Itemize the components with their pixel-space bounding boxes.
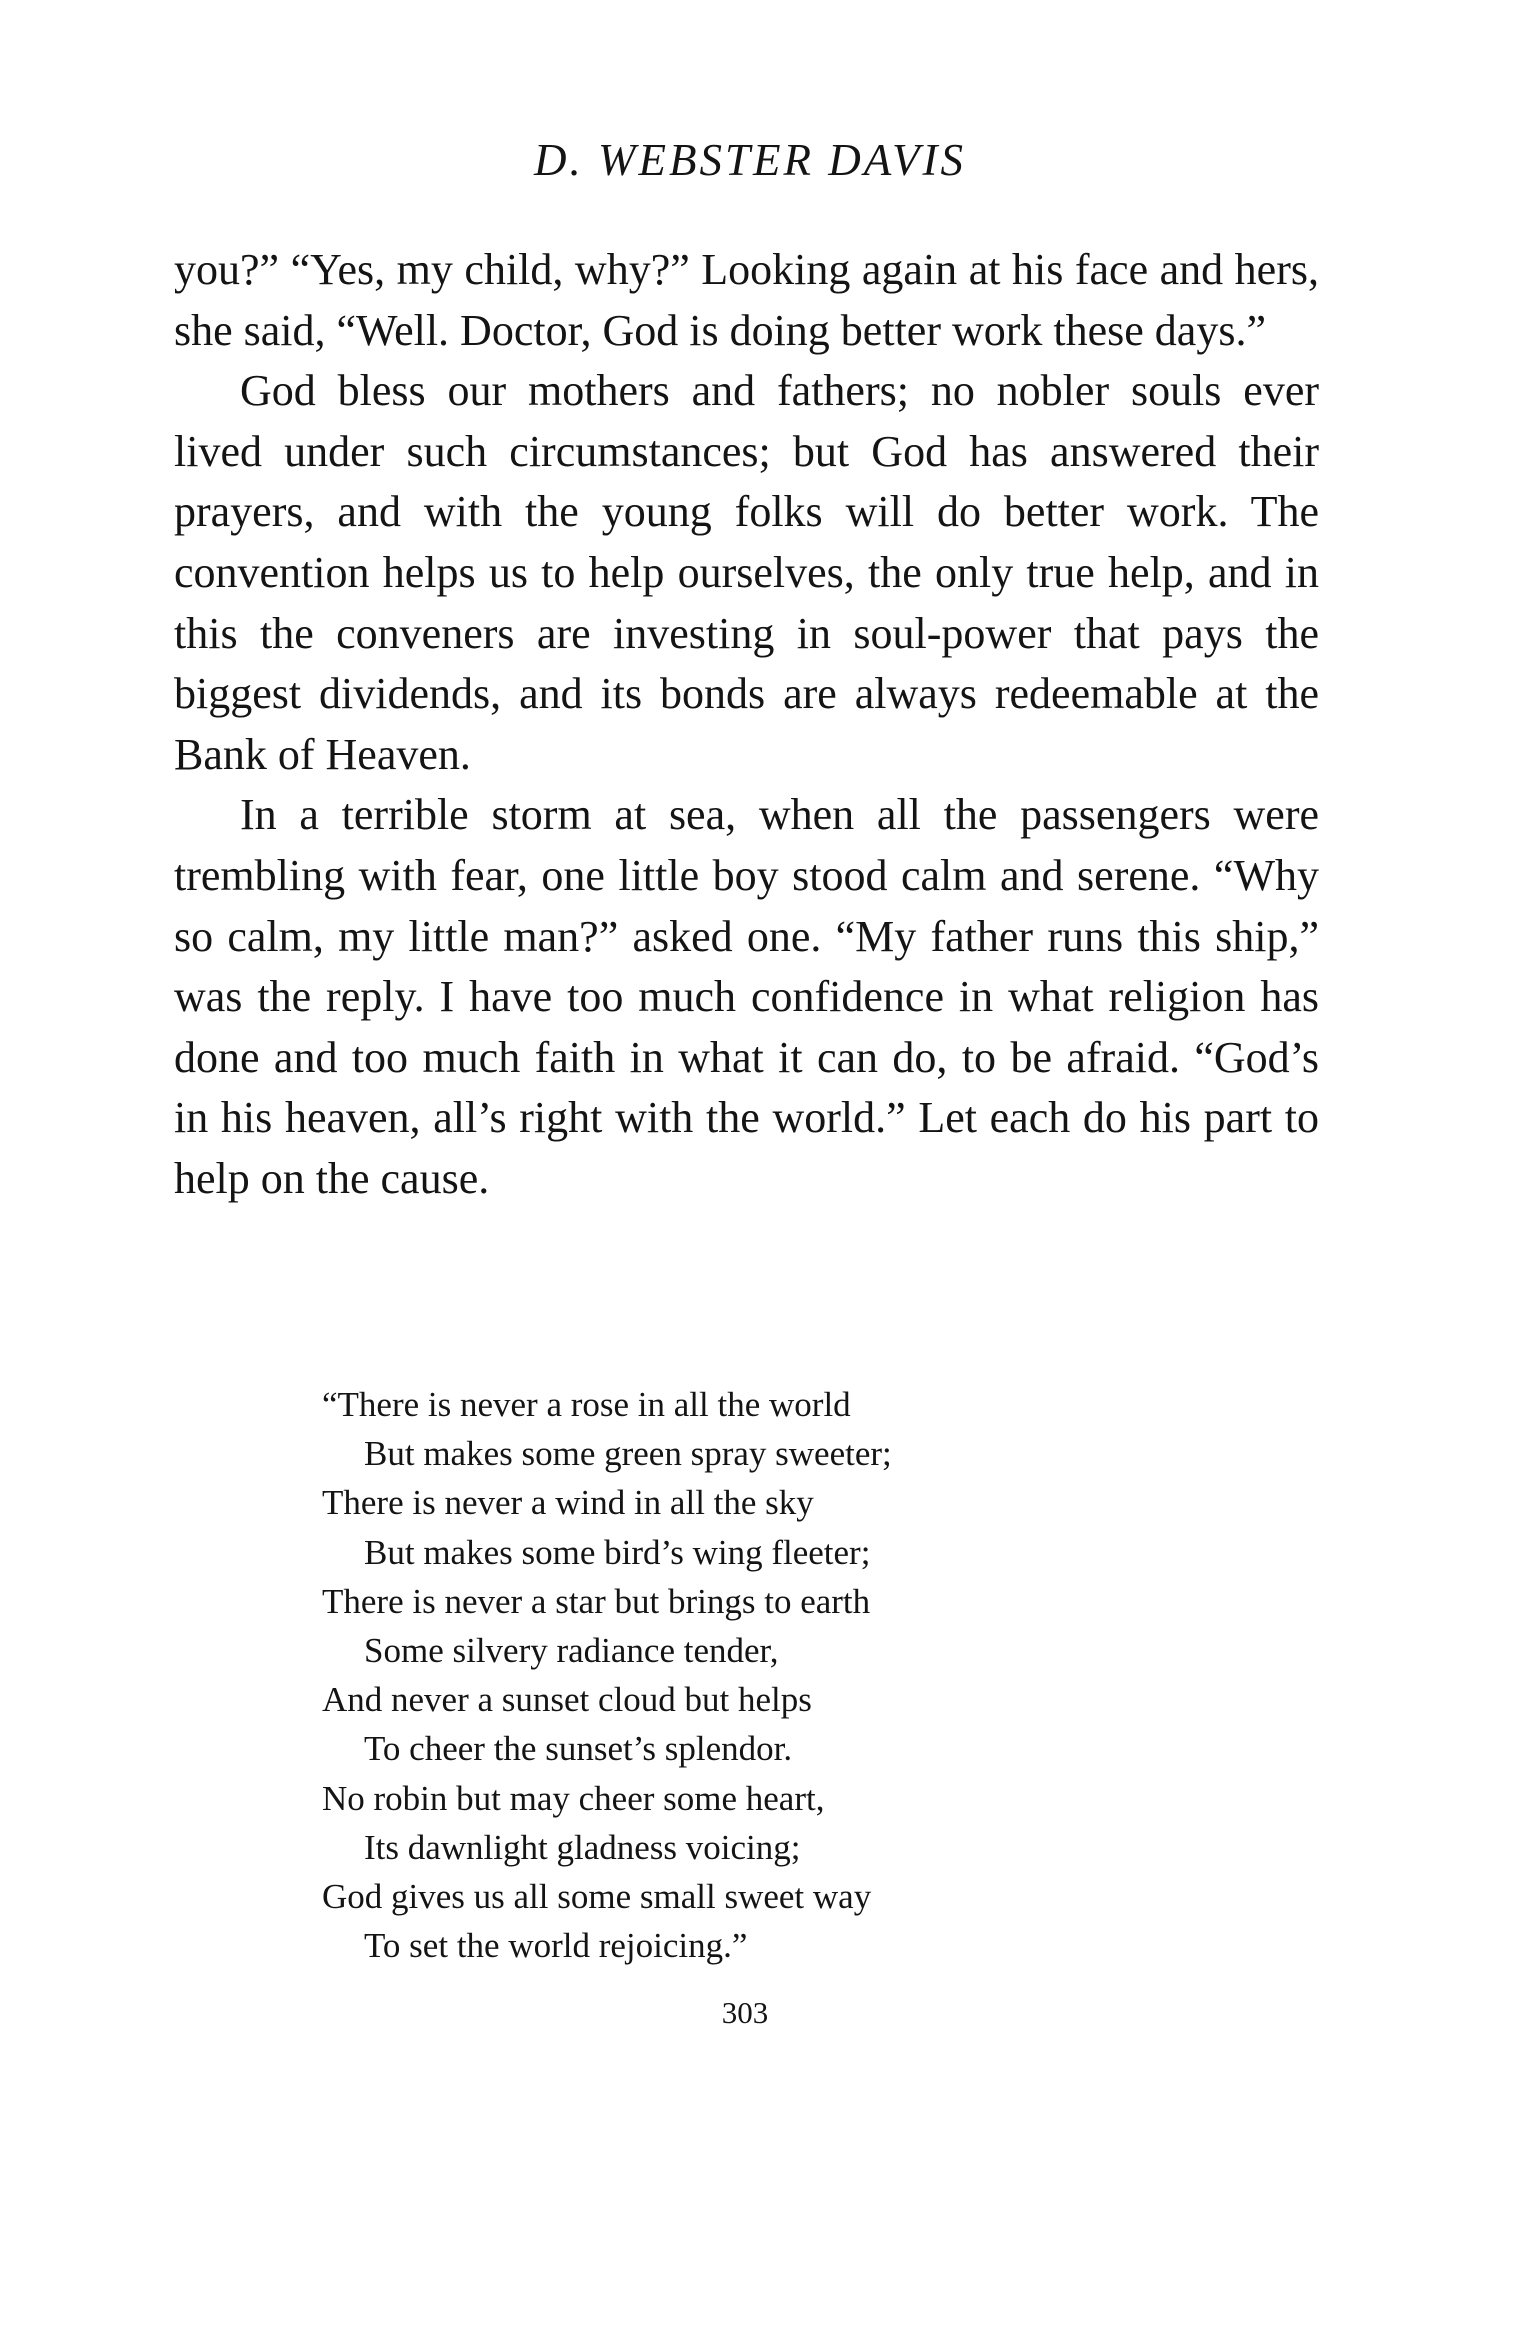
poem-line: To cheer the sunset’s splendor. <box>364 1729 793 1769</box>
poem-line: Its dawnlight gladness voicing; <box>364 1827 801 1867</box>
running-head: D. WEBSTER DAVIS <box>534 135 966 185</box>
poem-block <box>322 1380 892 1970</box>
page-number: 303 <box>721 1995 769 2030</box>
poem-line: And never a sunset cloud but helps <box>322 1680 812 1720</box>
poem-line: There is never a wind in all the sky <box>322 1483 814 1523</box>
poem-line: “There is never a rose in all the world <box>322 1385 851 1424</box>
poem-line: There is never a star but brings to earth <box>322 1581 871 1621</box>
poem-line: Some silvery radiance tender, <box>364 1631 779 1671</box>
poem-line: God gives us all some small sweet way <box>322 1877 872 1917</box>
poem-line: But makes some bird’s wing fleeter; <box>364 1532 871 1572</box>
poem-line: No robin but may cheer some heart, <box>322 1778 825 1818</box>
paragraph-storm-at-sea: In a terrible storm at sea, when all the passengers were trembling with fear, one little boy stood calm and serene. “Why so calm, my little man?” asked one. “My father runs this ship,” was the reply. I have too much confidence in what religion has done and too much faith in what it can do, to be afraid. “God’s in his heaven, all’s right with the world.” Let each do his part to help on the cause. <box>174 790 1319 1203</box>
body-text <box>174 240 1319 1210</box>
paragraph-god-bless: God bless our mothers and fathers; no nobler souls ever lived under such circumstances; but God has answered their prayers, and with the young folks will do better work. The convention helps us to help ourselves, the only true help, and in this the conveners are investing in soul-power that pays the biggest dividends, and its bonds are always redeemable at the Bank of Heaven. <box>174 366 1319 779</box>
paragraph-continued: you?” “Yes, my child, why?” Looking again at his face and hers, she said, “Well. Doctor, God is doing better work these days.” <box>174 245 1319 355</box>
poem-line: But makes some green spray sweeter; <box>364 1434 892 1474</box>
poem-line: To set the world rejoicing.” <box>364 1926 748 1966</box>
